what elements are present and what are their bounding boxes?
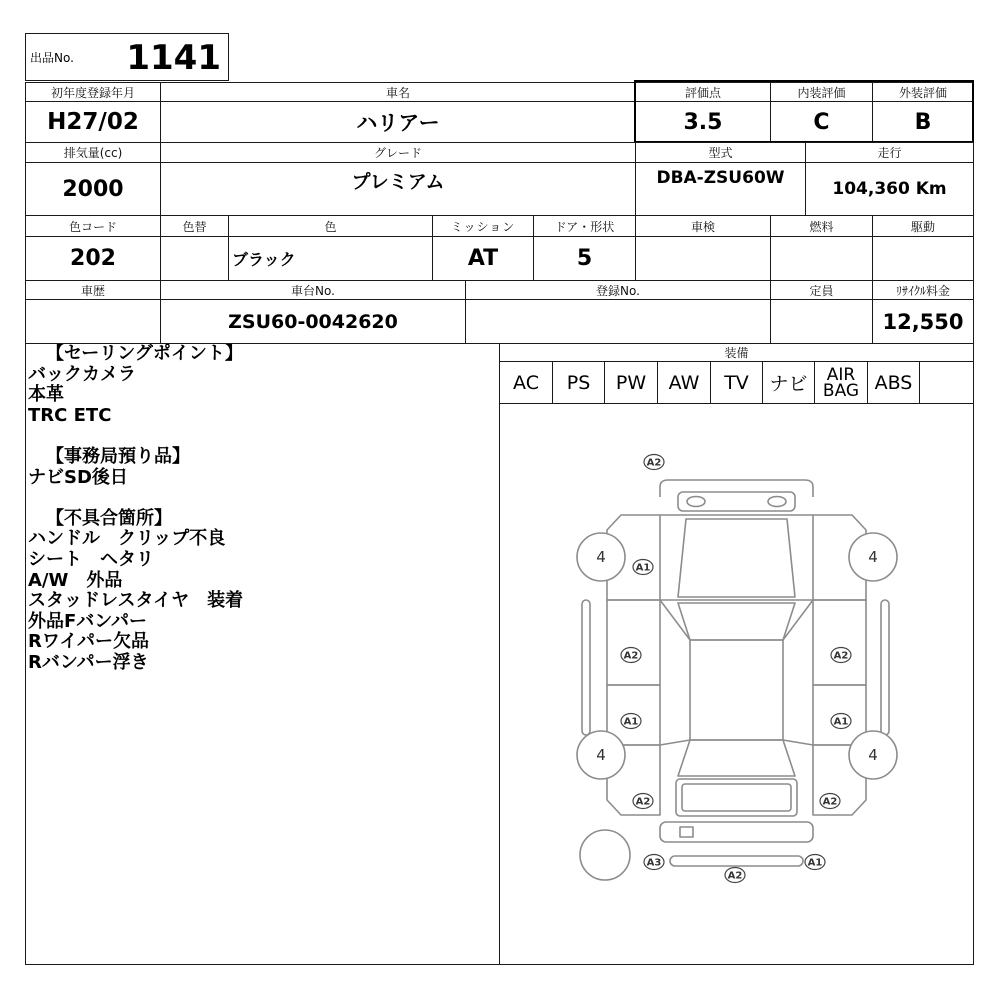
- exterior-grade-label: 外装評価: [872, 82, 974, 102]
- evaluation-score-value: 3.5: [635, 101, 771, 143]
- spare-tire: [580, 830, 630, 880]
- displacement-value: 2000: [25, 162, 161, 216]
- rear-bumper-plate: [680, 827, 693, 837]
- damage-code: A1: [807, 857, 823, 869]
- listing-number-box: [25, 33, 229, 81]
- vehicle-condition-diagram: [500, 404, 972, 963]
- equipment-ps: PS: [552, 361, 605, 404]
- inspection-value: [635, 236, 771, 281]
- right-a-pillar: [783, 600, 813, 640]
- left-front-door: [607, 600, 660, 685]
- registration-no-value: [465, 299, 771, 344]
- note-line: シート ヘタリ: [28, 548, 154, 570]
- model-code-label: 型式: [635, 142, 806, 163]
- transmission-label: ミッション: [432, 215, 534, 237]
- rear-window: [678, 740, 795, 776]
- rear-gate-inner: [682, 784, 791, 811]
- tire-front-left: [577, 533, 625, 581]
- left-c-pillar: [660, 740, 690, 745]
- front-grille: [678, 492, 795, 511]
- recycle-fee-label: ﾘｻｲｸﾙ料金: [872, 280, 974, 300]
- chassis-no-label: 車台No.: [160, 280, 466, 300]
- damage-code: A3: [646, 857, 662, 869]
- transmission-value: AT: [432, 236, 534, 281]
- mileage-value: 104,360 Km: [805, 162, 974, 216]
- roof: [690, 640, 783, 740]
- tire-depth-label: 4: [868, 746, 878, 764]
- left-a-pillar: [660, 600, 690, 640]
- office-held-items-section: [28, 447, 499, 488]
- defects-section: [28, 509, 499, 674]
- drive-label: 駆動: [872, 215, 974, 237]
- note-line: スタッドレスタイヤ 装着: [28, 590, 244, 612]
- color-change-label: 色替: [160, 215, 229, 237]
- note-line: 外品Fバンパー: [28, 610, 148, 632]
- interior-grade-label: 内装評価: [770, 82, 873, 102]
- equipment-tv: TV: [710, 361, 763, 404]
- damage-code: A1: [623, 716, 639, 728]
- notes-panel: [25, 343, 500, 965]
- right-side-skirt: [881, 600, 889, 735]
- listing-number-label: 出品No.: [30, 51, 74, 65]
- note-line: ハンドル クリップ不良: [28, 528, 226, 550]
- selling-points-section: [28, 344, 499, 426]
- mileage-label: 走行: [805, 142, 974, 163]
- equipment-ac: AC: [499, 361, 553, 404]
- note-line: バックカメラ: [28, 363, 136, 385]
- equipment-pw: PW: [604, 361, 658, 404]
- windshield: [678, 603, 795, 640]
- note-line: A/W 外品: [28, 569, 123, 591]
- note-heading: 【不具合箇所】: [46, 507, 172, 529]
- damage-marker: [805, 855, 825, 870]
- grade-label: グレード: [160, 142, 636, 163]
- displacement-label: 排気量(cc): [25, 142, 161, 163]
- capacity-label: 定員: [770, 280, 873, 300]
- history-value: [25, 299, 161, 344]
- registration-no-label: 登録No.: [465, 280, 771, 300]
- damage-marker: [725, 868, 745, 883]
- damage-code: A2: [635, 796, 651, 808]
- damage-marker: [820, 794, 840, 809]
- rear-lower-bar: [670, 856, 803, 866]
- exterior-grade-value: B: [872, 101, 974, 143]
- equipment-navi: ナビ: [762, 361, 815, 404]
- drive-value: [872, 236, 974, 281]
- damage-marker: [633, 560, 653, 575]
- car-name-value: ハリアー: [160, 101, 636, 143]
- car-outline: [580, 480, 889, 880]
- equipment-label: 装備: [499, 343, 974, 362]
- tire-depth-label: 4: [596, 746, 606, 764]
- color-code-label: 色コード: [25, 215, 161, 237]
- fuel-label: 燃料: [770, 215, 873, 237]
- interior-grade-value: C: [770, 101, 873, 143]
- hood: [678, 519, 795, 597]
- damage-code: A2: [822, 796, 838, 808]
- right-c-pillar: [783, 740, 813, 745]
- tire-depth-label: 4: [596, 548, 606, 566]
- first-registration-value: H27/02: [25, 101, 161, 143]
- tire-rear-left: [577, 731, 625, 779]
- equipment-abs: ABS: [867, 361, 920, 404]
- fuel-value: [770, 236, 873, 281]
- damage-code: A1: [635, 562, 651, 574]
- damage-code: A2: [727, 870, 743, 882]
- color-code-value: 202: [25, 236, 161, 281]
- grade-value: プレミアム: [160, 162, 636, 216]
- damage-marker: [644, 455, 664, 470]
- damage-marker: [644, 855, 664, 870]
- tire-rear-right: [849, 731, 897, 779]
- tire-depth-label: 4: [868, 548, 878, 566]
- evaluation-score-label: 評価点: [635, 82, 771, 102]
- color-label: 色: [228, 215, 433, 237]
- equipment-empty: [919, 361, 974, 404]
- chassis-no-value: ZSU60-0042620: [160, 299, 466, 344]
- equipment-aw: AW: [657, 361, 711, 404]
- note-heading: 【セーリングポイント】: [46, 343, 243, 364]
- left-side-skirt: [582, 600, 590, 735]
- note-heading: 【事務局預り品】: [46, 445, 190, 467]
- listing-number: 1141: [126, 38, 221, 78]
- right-front-door: [813, 600, 866, 685]
- tire-front-right: [849, 533, 897, 581]
- first-registration-label: 初年度登録年月: [25, 82, 161, 102]
- damage-code: A2: [623, 650, 639, 662]
- damage-code: A2: [833, 650, 849, 662]
- damage-marker: [831, 714, 851, 729]
- note-line: Rバンパー浮き: [28, 651, 149, 673]
- damage-marker: [621, 714, 641, 729]
- equipment-airbag: AIR BAG: [814, 361, 868, 404]
- note-line: ナビSD後日: [28, 466, 128, 488]
- damage-code: A2: [646, 457, 662, 469]
- model-code-value: DBA-ZSU60W: [635, 162, 806, 216]
- capacity-value: [770, 299, 873, 344]
- recycle-fee-value: 12,550: [872, 299, 974, 344]
- inspection-label: 車検: [635, 215, 771, 237]
- doors-body-value: 5: [533, 236, 636, 281]
- note-line: TRC ETC: [28, 404, 112, 426]
- damage-marker: [633, 794, 653, 809]
- color-value: ブラック: [228, 236, 433, 281]
- damage-marker: [621, 648, 641, 663]
- history-label: 車歴: [25, 280, 161, 300]
- doors-body-label: ドア・形状: [533, 215, 636, 237]
- rear-bumper: [660, 822, 813, 842]
- damage-code: A1: [833, 716, 849, 728]
- color-change-value: [160, 236, 229, 281]
- damage-marker: [831, 648, 851, 663]
- car-name-label: 車名: [160, 82, 636, 102]
- note-line: Rワイパー欠品: [28, 631, 149, 653]
- note-line: 本革: [28, 384, 64, 406]
